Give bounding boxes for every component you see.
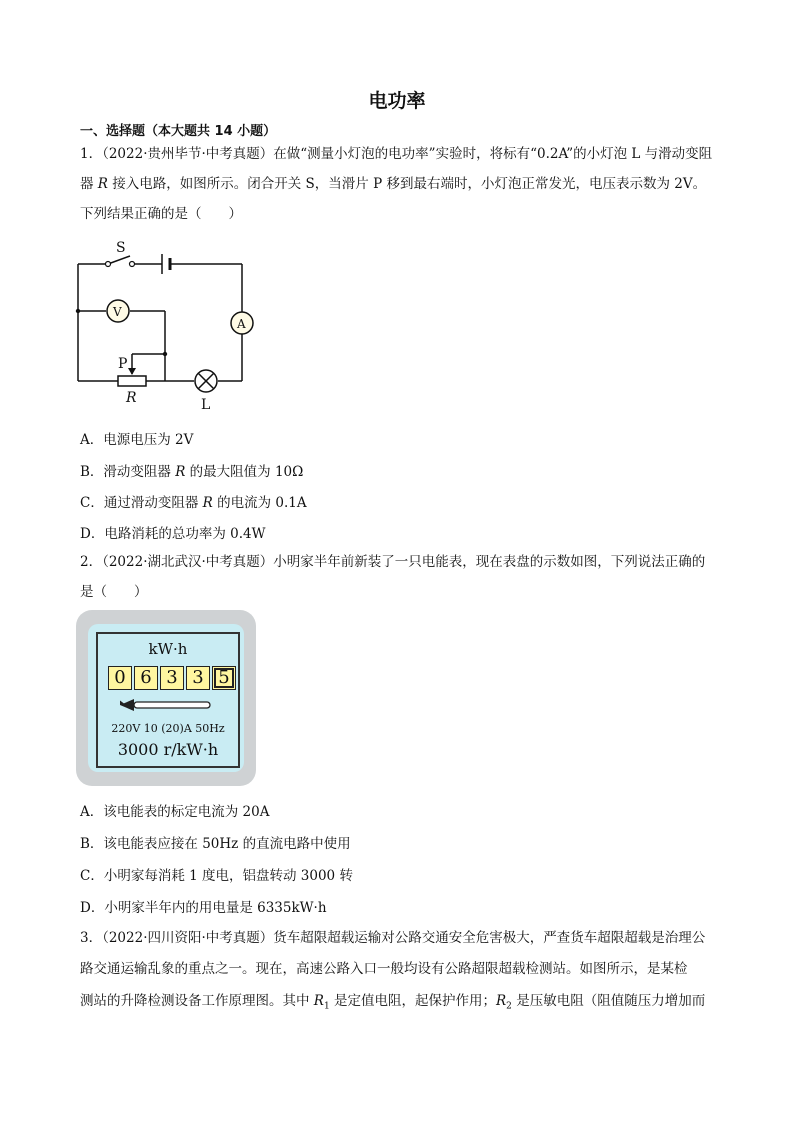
meter-spec: 220V 10 (20)A 50Hz: [111, 722, 225, 735]
q1-option-b: B．滑动变阻器 R 的最大阻值为 10Ω: [80, 464, 304, 480]
q1-option-d: D．电路消耗的总功率为 0.4W: [80, 526, 266, 542]
rotation-arrow-icon: [120, 698, 220, 712]
meter-revolutions: 3000 r/kW·h: [117, 740, 219, 759]
meter-digit-decimal: 5: [212, 666, 236, 690]
meter-digit: 6: [134, 666, 158, 690]
meter-face: [96, 632, 240, 768]
q2-option-b: B．该电能表应接在 50Hz 的直流电路中使用: [80, 836, 351, 852]
q1-stem-line2: 器 R 接入电路，如图所示。闭合开关 S，当滑片 P 移到最右端时，小灯泡正常发光，电压表示数为 2V。: [80, 176, 707, 192]
label-voltmeter: V: [113, 305, 122, 319]
label-resistor: R: [126, 390, 137, 406]
q1-option-c: C．通过滑动变阻器 R 的电流为 0.1A: [80, 495, 307, 511]
q3-stem-line2: 路交通运输乱象的重点之一。现在，高速公路入口一般均设有公路超限超载检测站。如图所示，是某检: [80, 961, 688, 977]
q3-stem-line3: 测站的升降检测设备工作原理图。其中 $R_1$ 是定值电阻，起保护作用；$R_2$ 是压敏电阻（阻值随压力增加而: [80, 993, 706, 1012]
q1-option-a: A．电源电压为 2V: [80, 432, 194, 448]
label-switch: S: [116, 240, 126, 256]
meter-digits: [108, 666, 238, 690]
meter-digit: 0: [108, 666, 132, 690]
page-title: 电功率: [368, 90, 426, 112]
q2-option-a: A．该电能表的标定电流为 20A: [80, 804, 270, 820]
q2-stem-line2: 是（ ）: [80, 584, 148, 600]
q1-stem-line1: 1．（2022·贵州毕节·中考真题）在做“测量小灯泡的电功率”实验时，将标有“0.2A”的小灯泡 L 与滑动变阻: [80, 146, 713, 162]
label-ammeter: A: [237, 317, 246, 331]
electric-meter-figure: [76, 610, 256, 786]
q1-stem-line3: 下列结果正确的是（ ）: [80, 206, 242, 222]
q3-stem-line1: 3．（2022·四川资阳·中考真题）货车超限超载运输对公路交通安全危害极大，严查货车超限超载是治理公: [80, 930, 706, 946]
section-heading: 一、选择题（本大题共 14 小题）: [80, 124, 277, 139]
q2-option-d: D．小明家半年内的用电量是 6335kW·h: [80, 900, 327, 916]
label-slider: P: [118, 356, 128, 372]
meter-unit: kW·h: [148, 640, 188, 658]
q2-stem-line1: 2．（2022·湖北武汉·中考真题）小明家半年前新装了一只电能表，现在表盘的示数如图，下列说法正确的: [80, 554, 706, 570]
meter-digit: 3: [186, 666, 210, 690]
label-lamp: L: [201, 397, 211, 413]
switch-blade: [108, 256, 130, 264]
meter-digit: 3: [160, 666, 184, 690]
q2-option-c: C．小明家每消耗 1 度电，铝盘转动 3000 转: [80, 868, 353, 884]
q1-circuit-diagram: [70, 236, 260, 416]
